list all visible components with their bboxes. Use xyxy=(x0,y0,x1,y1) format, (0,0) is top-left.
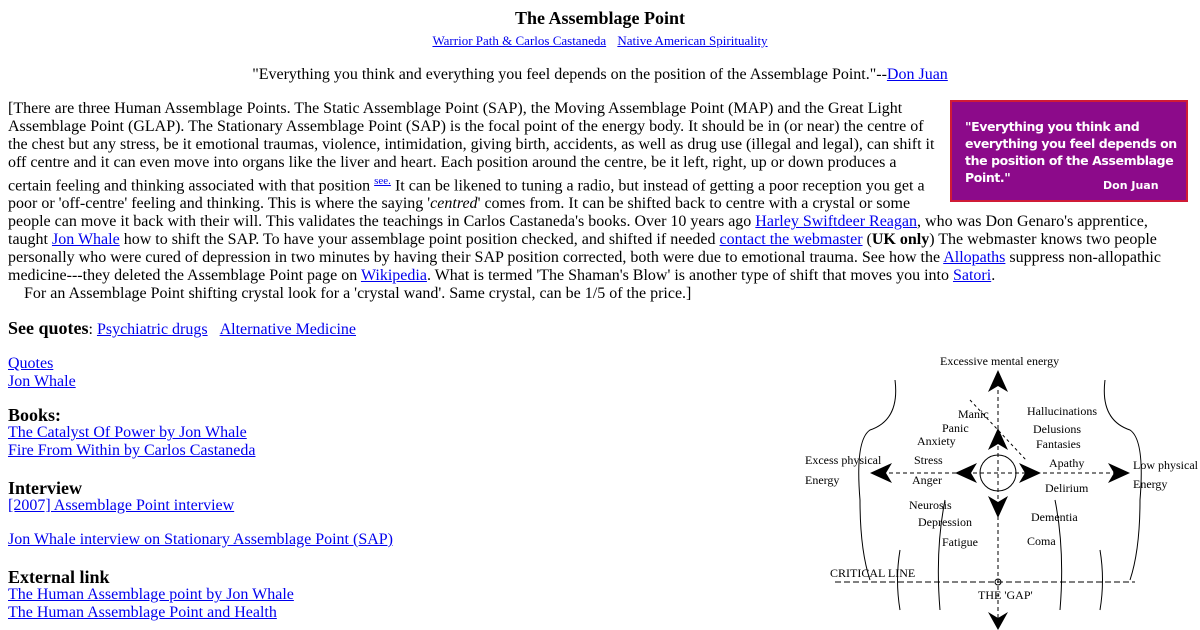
intro-text-10: For an Assemblage Point shifting crystal look for a 'crystal wand'. Same crystal, can be 1/5 of the price.] xyxy=(24,285,692,303)
intro-text-1: [There are three Human Assemblage Points. The Static Assemblage Point (SAP), the Moving Assemblage Point (MAP) and the Great Light Assemblage Point (GLAP). The Stationary Assemblage Point (SAP) is the focal point of the energy body. It should be in (or near) the centre of the chest but any stress, be it emotional traumas, violence, intimidation, giving birth, accidents, as well as drug use (illegal and legal), can shift it off centre and it can even move into organs like the liver and heart. Each position around the centre, be it left, right, up or down produces a certain feeling and thinking associated with that position xyxy=(8,100,935,195)
banner-spacer xyxy=(936,100,1188,200)
link-wikipedia[interactable]: Wikipedia xyxy=(360,267,427,285)
diagram-label-apathy: Apathy xyxy=(1049,456,1085,470)
diagram-label-anger: Anger xyxy=(912,473,942,487)
diagram-label-fantasies: Fantasies xyxy=(1036,437,1081,451)
diagram-label-dementia: Dementia xyxy=(1031,510,1078,524)
diagram-label-panic: Panic xyxy=(942,421,969,435)
link-satori[interactable]: Satori xyxy=(952,267,992,285)
diagram-label-manic: Manic xyxy=(958,407,989,421)
intro-paragraph xyxy=(8,100,1188,303)
diagram-label-stress: Stress xyxy=(914,453,943,467)
diagram-label-coma: Coma xyxy=(1027,534,1056,548)
intro-text-8: . What is termed 'The Shaman's Blow' is another type of shift that moves you into xyxy=(426,267,953,285)
link-quotes[interactable]: Quotes xyxy=(8,355,54,372)
external-section xyxy=(8,568,294,622)
link-don-juan[interactable]: Don Juan xyxy=(886,66,948,83)
link-psychiatric-drugs[interactable]: Psychiatric drugs xyxy=(96,321,208,338)
assemblage-point-diagram xyxy=(800,350,1200,630)
link-jon-whale-2[interactable]: Jon Whale xyxy=(8,373,76,390)
page-title: The Assemblage Point xyxy=(514,8,685,28)
diagram-label-delirium: Delirium xyxy=(1045,481,1089,495)
intro-text-9: . xyxy=(991,267,996,285)
intro-text-3: ' comes from. It can be shifted back to centre with a crystal or some people can move it back with their will. This validates the teachings in Carlos Castaneda's books. Over 10 years ago xyxy=(8,195,911,231)
link-warrior-path[interactable]: Warrior Path & Carlos Castaneda xyxy=(432,33,607,48)
link-2007-interview[interactable]: [2007] Assemblage Point interview xyxy=(8,497,235,514)
intro-text-2: It can be likened to tuning a radio, but instead of getting a poor reception you get a poor or 'off-centre' feeling and thinking. This is where the saying ' xyxy=(8,177,925,213)
diagram-label-top: Excessive mental energy xyxy=(940,354,1060,368)
link-fire-from-within[interactable]: Fire From Within by Carlos Castaneda xyxy=(8,442,256,459)
interview-heading: Interview xyxy=(8,478,82,498)
diagram-label-right1: Low physical xyxy=(1133,458,1198,472)
books-section xyxy=(8,406,255,460)
link-jon-whale[interactable]: Jon Whale xyxy=(52,231,120,249)
banner-author: Don Juan xyxy=(1103,179,1159,192)
link-harley-reagan[interactable]: Harley Swiftdeer Reagan xyxy=(755,213,918,231)
intro-text-6b: ) The webmaster knows two people personally who were cured of depression in two minutes by having their SAP position corrected, both were due to emotional trauma. See how the xyxy=(8,231,1157,267)
don-juan-quote xyxy=(0,66,1200,84)
link-see[interactable]: see. xyxy=(374,175,391,187)
link-alternative-medicine[interactable]: Alternative Medicine xyxy=(219,321,356,338)
intro-text-5: how to shift the SAP. To have your assemblage point position checked, and shifted if needed xyxy=(119,231,720,249)
diagram-label-hallucinations: Hallucinations xyxy=(1027,404,1097,418)
books-heading: Books: xyxy=(8,405,62,425)
intro-text-7: suppress non-allopathic medicine---they deleted the Assemblage Point page on xyxy=(8,249,1161,285)
diagram-label-fatigue: Fatigue xyxy=(942,535,978,549)
external-heading: External link xyxy=(8,567,110,587)
misc-links xyxy=(8,355,76,391)
intro-centred: centred xyxy=(430,195,478,213)
diagram-label-left1: Excess physical xyxy=(805,453,882,467)
link-human-ap-jon-whale[interactable]: The Human Assemblage point by Jon Whale xyxy=(8,586,294,603)
link-native-american[interactable]: Native American Spirituality xyxy=(617,33,768,48)
diagram-label-delusions: Delusions xyxy=(1033,422,1081,436)
diagram-label-neurosis: Neurosis xyxy=(909,498,952,512)
link-catalyst-of-power[interactable]: The Catalyst Of Power by Jon Whale xyxy=(8,424,247,441)
link-allopaths[interactable]: Allopaths xyxy=(943,249,1006,267)
diagram-label-gap: THE 'GAP' xyxy=(978,588,1033,602)
diagram-label-right2: Energy xyxy=(1133,477,1168,491)
link-human-ap-health[interactable]: The Human Assemblage Point and Health xyxy=(8,604,277,621)
quote-text: "Everything you think and everything you feel depends on the position of the Assemblage Point."-- xyxy=(252,66,887,83)
intro-text-4: , who was Don Genaro's apprentice, taught xyxy=(8,213,1148,249)
see-quotes: See quotes: Psychiatric drugs Alternative Medicine xyxy=(8,318,356,338)
top-links xyxy=(0,33,1200,49)
diagram-label-anxiety: Anxiety xyxy=(917,434,956,448)
intro-text-6a: ( xyxy=(862,231,872,249)
see-quotes-label: See quotes xyxy=(8,318,89,338)
diagram-label-left2: Energy xyxy=(805,473,840,487)
banner-quote: "Everything you think and everything you feel depends on the position of the Assemblage Point." xyxy=(965,119,1177,185)
link-contact-webmaster[interactable]: contact the webmaster xyxy=(719,231,863,249)
link-sap-interview[interactable]: Jon Whale interview on Stationary Assemblage Point (SAP) xyxy=(8,531,393,548)
diagram-label-depression: Depression xyxy=(918,515,972,529)
intro-uk-only: UK only xyxy=(871,231,930,249)
interview-section xyxy=(8,479,393,549)
diagram-label-critical: CRITICAL LINE xyxy=(830,566,916,580)
